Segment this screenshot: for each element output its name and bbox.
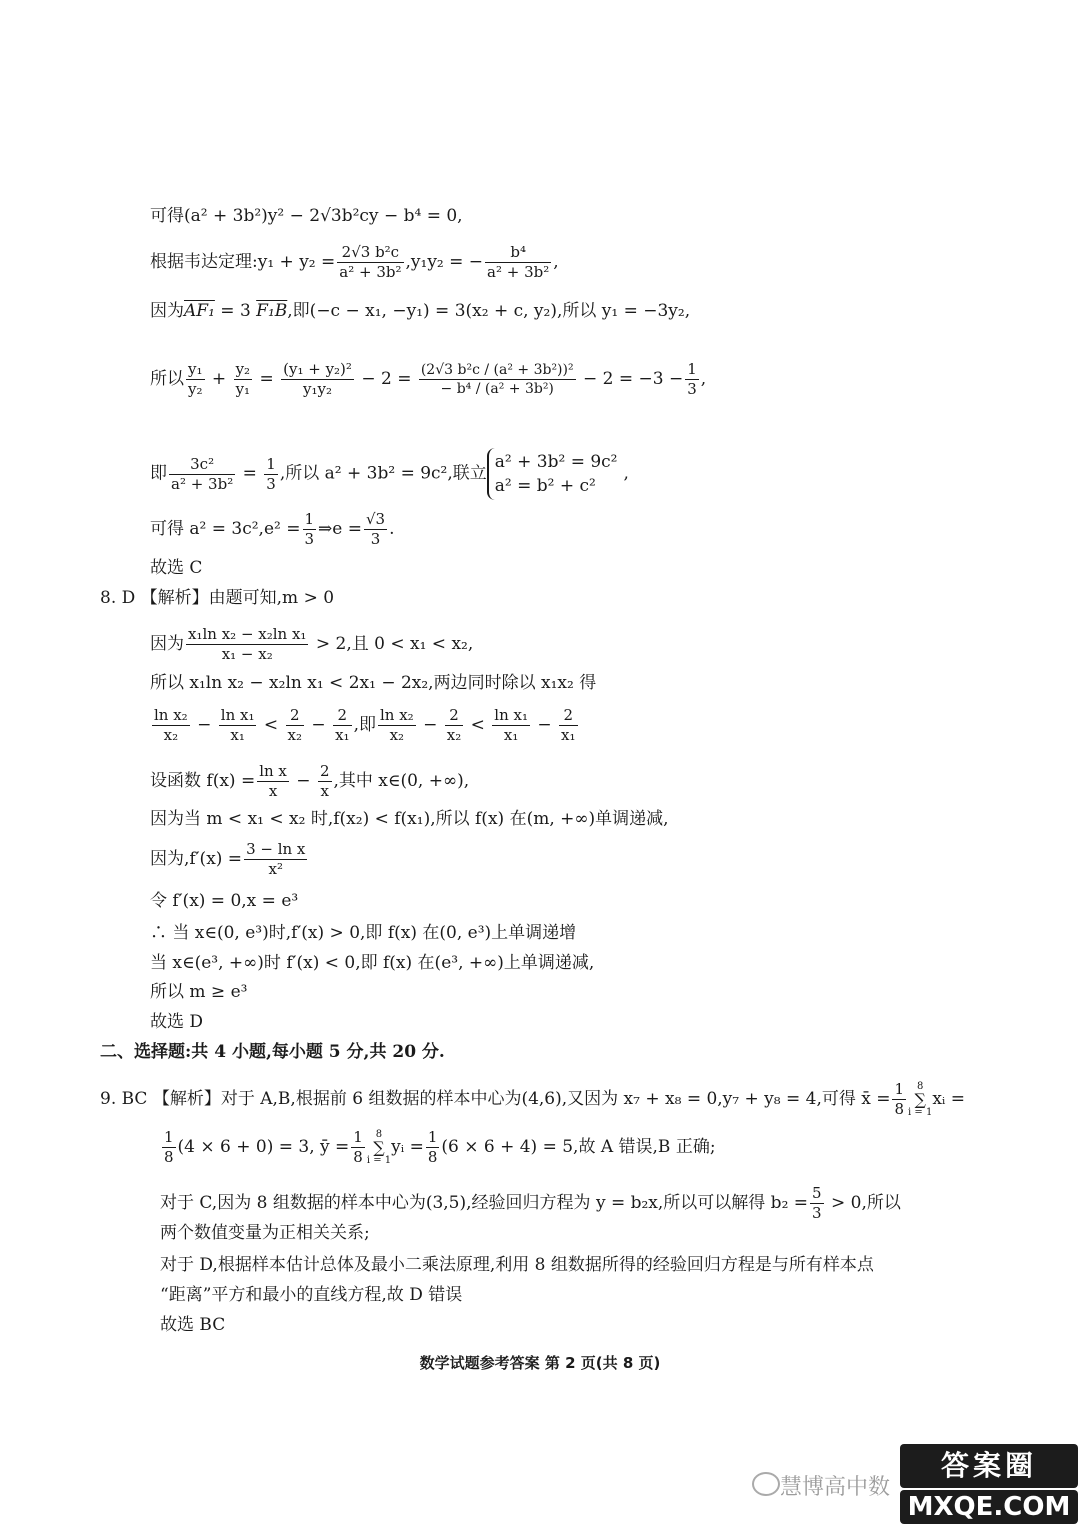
q7-line-2: 根据韦达定理:y₁ + y₂ = $\frac{\text{2√3 b²c}}{\text{a² + 3b²}}$ ,y₁y₂ = − $\frac{\text{b⁴}}{\text{a² + 3b²}}$ , [150,243,559,281]
q8-line-9: 当 x∈(e³, +∞)时 f′(x) < 0,即 f(x) 在(e³, +∞)上单调递减, [150,953,595,973]
watermark-site: MXQE.COM [900,1490,1078,1524]
q9-line-4: 两个数值变量为正相关关系; [160,1223,370,1243]
q7-answer: 故选 C [150,558,203,578]
q8-answer: 故选 D [150,1012,204,1032]
q8-heading: 8. D 【解析】由题可知,m > 0 [100,588,335,608]
q8-line-7: 令 f′(x) = 0,x = e³ [150,891,299,911]
sigma-symbol: 8 ∑ i = 1 [908,1080,933,1118]
page-footer: 数学试题参考答案 第 2 页(共 8 页) [419,1354,661,1372]
q8-line-4: 设函数 f(x) = $\frac{\text{ln x}}{x}$ − $\frac{2}{x}$ ,其中 x∈(0, +∞), [150,762,470,800]
q8-line-8: ∴ 当 x∈(0, e³)时,f′(x) > 0,即 f(x) 在(0, e³)上单调递增 [150,923,577,943]
q9-line-2: $\frac{1}{8}$ (4 × 6 + 0) = 3, ȳ = $\frac{1}{8}$ 8 ∑ i = 1yᵢ = $\frac{1}{8}$ (6 × 6 + 4) = 5,故 A 错误,B 正确; [164,1128,716,1166]
q7-line-1: 可得(a² + 3b²)y² − 2√3b²cy − b⁴ = 0, [150,206,463,226]
q8-line-10: 所以 m ≥ e³ [150,982,248,1002]
q7-line-4: 所以 $\frac{\text{y₁}}{\text{y₂}}$ + $\frac{\text{y₂}}{\text{y₁}}$ = $\frac{\text{(y₁ + y₂)²}}{\text{y₁y₂}}$ − 2 = $\frac{\text{(2√3 b²c / (a² + 3b²))²}}{\text{− b⁴ / (a² + 3b²)}}$ − 2 = −3 − $\frac{1}{3}$ , [150,360,707,398]
watermark-account: 慧博高中数 [780,1475,891,1500]
q8-line-1: 因为 $\frac{\text{x₁ln x₂ − x₂ln x₁}}{\text{x₁ − x₂}}$ > 2,且 0 < x₁ < x₂, [150,625,474,663]
q7-line-5: 即 $\frac{\text{3c²}}{\text{a² + 3b²}}$ = $\frac{1}{3}$ ,所以 a² + 3b² = 9c²,联立 a² + 3b² = 9c² a² = b² + c² , [150,448,629,500]
q9-line-3: 对于 C,因为 8 组数据的样本中心为(3,5),经验回归方程为 y = b₂x,所以可以解得 b₂ = $\frac{5}{3}$ > 0,所以 [160,1184,901,1222]
equation-system: a² + 3b² = 9c² a² = b² + c² [487,448,624,500]
q7-line-6: 可得 a² = 3c²,e² = $\frac{1}{3}$ ⇒e = $\frac{√3}{3}$ . [150,510,395,548]
watermark [740,1440,1080,1528]
q8-line-6: 因为,f′(x) = $\frac{\text{3 − ln x}}{\text{x²}}$ [150,840,306,878]
q9-answer: 故选 BC [160,1315,226,1335]
watermark-badge: 答案圈 [900,1444,1078,1488]
q9-heading: 9. BC 【解析】对于 A,B,根据前 6 组数据的样本中心为(4,6),又因为 x₇ + x₈ = 0,y₇ + y₈ = 4,可得 x̄ = $\frac{1}{8}$ 8 ∑ i = 1xᵢ = [100,1080,965,1118]
q7-line-3: 因为AF₁ = 3 F₁B,即(−c − x₁, −y₁) = 3(x₂ + c, y₂),所以 y₁ = −3y₂, [150,301,691,321]
q9-line-5: 对于 D,根据样本估计总体及最小二乘法原理,利用 8 组数据所得的经验回归方程是与所有样本点 [160,1255,874,1275]
q8-line-3: $\frac{\text{ln x₂}}{\text{x₂}}$ − $\frac{\text{ln x₁}}{\text{x₁}}$ < $\frac{2}{\text{x₂}}$ − $\frac{2}{\text{x₁}}$ ,即 $\frac{\text{ln x₂}}{\text{x₂}}$ − $\frac{2}{\text{x₂}}$ < $\frac{\text{ln x₁}}{\text{x₁}}$ − $\frac{2}{\text{x₁}}$ [154,706,576,744]
q9-line-6: “距离”平方和最小的直线方程,故 D 错误 [160,1285,463,1305]
q8-line-2: 所以 x₁ln x₂ − x₂ln x₁ < 2x₁ − 2x₂,两边同时除以 x₁x₂ 得 [150,673,597,693]
section-heading: 二、选择题:共 4 小题,每小题 5 分,共 20 分. [100,1042,445,1062]
sigma-symbol: 8 ∑ i = 1 [366,1128,392,1166]
q8-line-5: 因为当 m < x₁ < x₂ 时,f(x₂) < f(x₁),所以 f(x) 在(m, +∞)单调递减, [150,809,669,829]
wechat-icon [752,1472,780,1496]
